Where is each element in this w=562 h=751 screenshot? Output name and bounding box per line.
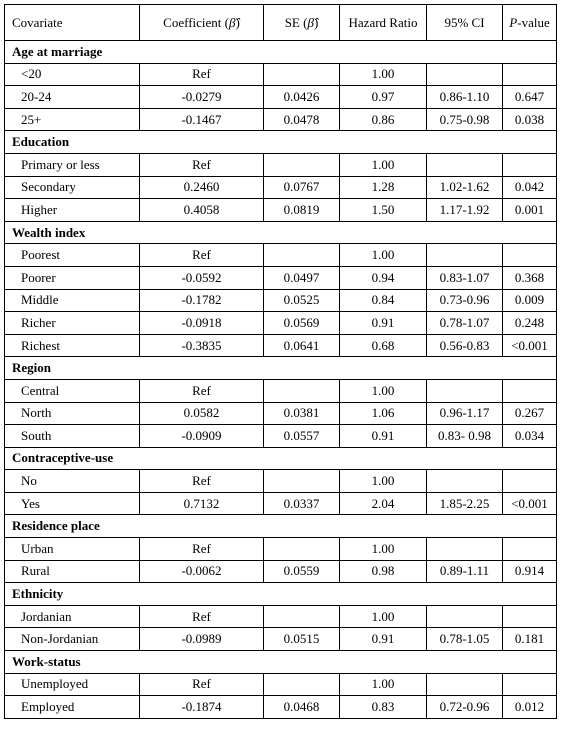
cell-se	[264, 244, 340, 267]
cell-p-value	[503, 379, 557, 402]
cell-coefficient: -0.1782	[140, 289, 264, 312]
table-body	[5, 41, 557, 719]
cell-coefficient: -0.1874	[140, 696, 264, 719]
beta-symbol: β̂	[229, 14, 236, 30]
cell-se: 0.0478	[264, 108, 340, 131]
section-header-row	[5, 583, 557, 606]
cell-coefficient: -0.1467	[140, 108, 264, 131]
cell-se	[264, 379, 340, 402]
cell-ci: 1.85-2.25	[427, 492, 503, 515]
cell-se: 0.0819	[264, 199, 340, 222]
cell-p-value	[503, 153, 557, 176]
cell-label: Central	[5, 379, 140, 402]
cell-p-value: 0.012	[503, 696, 557, 719]
cell-se: 0.0557	[264, 425, 340, 448]
cell-ci: 0.96-1.17	[427, 402, 503, 425]
cell-ci: 0.72-0.96	[427, 696, 503, 719]
section-header-row	[5, 221, 557, 244]
cell-se: 0.0515	[264, 628, 340, 651]
cell-label: Secondary	[5, 176, 140, 199]
cell-hazard-ratio: 1.50	[340, 199, 427, 222]
table-row	[5, 425, 557, 448]
cell-hazard-ratio: 0.94	[340, 266, 427, 289]
cell-p-value: 0.248	[503, 312, 557, 335]
cell-coefficient: Ref	[140, 153, 264, 176]
cell-hazard-ratio: 0.83	[340, 696, 427, 719]
table-row	[5, 199, 557, 222]
cell-se: 0.0426	[264, 86, 340, 109]
table-row	[5, 63, 557, 86]
cell-ci: 0.86-1.10	[427, 86, 503, 109]
cell-label: Employed	[5, 696, 140, 719]
header-coefficient-label: Coefficient	[163, 14, 222, 30]
table-row	[5, 153, 557, 176]
beta-symbol: β̂	[307, 14, 314, 30]
cell-label: South	[5, 425, 140, 448]
cell-se	[264, 153, 340, 176]
cell-p-value: 0.267	[503, 402, 557, 425]
table-row	[5, 176, 557, 199]
cell-coefficient: -0.0062	[140, 560, 264, 583]
cell-hazard-ratio: 0.97	[340, 86, 427, 109]
section-header-row	[5, 357, 557, 380]
cell-hazard-ratio: 0.68	[340, 334, 427, 357]
cell-label: Middle	[5, 289, 140, 312]
cell-coefficient: -0.0279	[140, 86, 264, 109]
cell-p-value: 0.009	[503, 289, 557, 312]
cell-hazard-ratio: 1.00	[340, 244, 427, 267]
cell-coefficient: Ref	[140, 673, 264, 696]
cell-se: 0.0381	[264, 402, 340, 425]
cell-label: Poorest	[5, 244, 140, 267]
cell-label: Urban	[5, 538, 140, 561]
section-header-row	[5, 447, 557, 470]
cell-coefficient: -0.3835	[140, 334, 264, 357]
cell-coefficient: Ref	[140, 63, 264, 86]
table-row	[5, 379, 557, 402]
cell-se: 0.0767	[264, 176, 340, 199]
cell-coefficient: 0.2460	[140, 176, 264, 199]
header-covariate: Covariate	[5, 5, 140, 41]
cell-se: 0.0468	[264, 696, 340, 719]
hazard-table	[4, 4, 557, 719]
table-row	[5, 244, 557, 267]
cell-p-value	[503, 470, 557, 493]
cell-se: 0.0569	[264, 312, 340, 335]
cell-coefficient: 0.4058	[140, 199, 264, 222]
section-title: Region	[5, 357, 557, 380]
cell-se: 0.0497	[264, 266, 340, 289]
section-title: Wealth index	[5, 221, 557, 244]
cell-hazard-ratio: 1.00	[340, 153, 427, 176]
cell-hazard-ratio: 0.84	[340, 289, 427, 312]
cell-ci: 1.17-1.92	[427, 199, 503, 222]
section-title: Age at marriage	[5, 41, 557, 64]
cell-ci	[427, 244, 503, 267]
cell-p-value: 0.181	[503, 628, 557, 651]
cell-hazard-ratio: 2.04	[340, 492, 427, 515]
cell-ci: 0.83-1.07	[427, 266, 503, 289]
table-row	[5, 402, 557, 425]
cell-se	[264, 470, 340, 493]
cell-ci: 0.89-1.11	[427, 560, 503, 583]
cell-ci: 0.75-0.98	[427, 108, 503, 131]
cell-label: 20-24	[5, 86, 140, 109]
header-coefficient: Coefficient (β̂)	[140, 5, 264, 41]
table-row	[5, 108, 557, 131]
table-row	[5, 696, 557, 719]
cell-coefficient: Ref	[140, 538, 264, 561]
cell-label: Primary or less	[5, 153, 140, 176]
cell-p-value: 0.001	[503, 199, 557, 222]
cell-ci	[427, 673, 503, 696]
cell-coefficient: 0.7132	[140, 492, 264, 515]
cell-se	[264, 605, 340, 628]
cell-label: Jordanian	[5, 605, 140, 628]
cell-ci: 0.73-0.96	[427, 289, 503, 312]
table-row	[5, 492, 557, 515]
cell-p-value	[503, 63, 557, 86]
cell-ci	[427, 605, 503, 628]
cell-se	[264, 63, 340, 86]
cell-coefficient: Ref	[140, 605, 264, 628]
cell-hazard-ratio: 1.06	[340, 402, 427, 425]
cell-ci: 1.02-1.62	[427, 176, 503, 199]
cell-label: North	[5, 402, 140, 425]
cell-coefficient: Ref	[140, 379, 264, 402]
table-row	[5, 266, 557, 289]
cell-se	[264, 673, 340, 696]
table-row	[5, 673, 557, 696]
cell-coefficient: 0.0582	[140, 402, 264, 425]
cell-label: No	[5, 470, 140, 493]
table-row	[5, 334, 557, 357]
section-title: Residence place	[5, 515, 557, 538]
section-header-row	[5, 515, 557, 538]
cell-p-value: 0.368	[503, 266, 557, 289]
cell-hazard-ratio: 0.91	[340, 628, 427, 651]
cell-ci	[427, 470, 503, 493]
table-row	[5, 289, 557, 312]
cell-hazard-ratio: 1.00	[340, 470, 427, 493]
table-row	[5, 312, 557, 335]
section-header-row	[5, 131, 557, 154]
header-ci: 95% CI	[427, 5, 503, 41]
cell-label: Poorer	[5, 266, 140, 289]
section-header-row	[5, 41, 557, 64]
cell-p-value	[503, 538, 557, 561]
cell-hazard-ratio: 1.00	[340, 379, 427, 402]
cell-ci: 0.56-0.83	[427, 334, 503, 357]
cell-p-value: 0.042	[503, 176, 557, 199]
cell-ci	[427, 153, 503, 176]
cell-label: Rural	[5, 560, 140, 583]
cell-hazard-ratio: 0.98	[340, 560, 427, 583]
cell-p-value: 0.914	[503, 560, 557, 583]
cell-coefficient: Ref	[140, 470, 264, 493]
cell-hazard-ratio: 1.28	[340, 176, 427, 199]
header-p-value	[503, 5, 557, 41]
cell-coefficient: -0.0909	[140, 425, 264, 448]
cell-label: Unemployed	[5, 673, 140, 696]
header-p-letter: P	[509, 14, 518, 30]
cell-hazard-ratio: 1.00	[340, 673, 427, 696]
header-hazard-ratio: Hazard Ratio	[340, 5, 427, 41]
cell-label: Higher	[5, 199, 140, 222]
cell-p-value: <0.001	[503, 334, 557, 357]
header-p-suffix: -value	[517, 14, 550, 30]
table-row	[5, 86, 557, 109]
cell-coefficient: -0.0918	[140, 312, 264, 335]
table-row	[5, 628, 557, 651]
cell-se: 0.0525	[264, 289, 340, 312]
section-title: Work-status	[5, 651, 557, 674]
cell-label: 25+	[5, 108, 140, 131]
cell-coefficient: -0.0592	[140, 266, 264, 289]
header-se: SE (β̂)	[264, 5, 340, 41]
cell-hazard-ratio: 0.91	[340, 425, 427, 448]
cell-label: Richer	[5, 312, 140, 335]
cell-ci: 0.78-1.07	[427, 312, 503, 335]
table-row	[5, 538, 557, 561]
cell-p-value: <0.001	[503, 492, 557, 515]
section-title: Education	[5, 131, 557, 154]
cell-se	[264, 538, 340, 561]
cell-p-value	[503, 673, 557, 696]
cell-se: 0.0641	[264, 334, 340, 357]
cell-ci	[427, 63, 503, 86]
cell-hazard-ratio: 1.00	[340, 605, 427, 628]
section-title: Ethnicity	[5, 583, 557, 606]
cell-label: <20	[5, 63, 140, 86]
cell-label: Non-Jordanian	[5, 628, 140, 651]
cell-se: 0.0559	[264, 560, 340, 583]
cell-ci	[427, 379, 503, 402]
cell-hazard-ratio: 1.00	[340, 63, 427, 86]
section-title: Contraceptive-use	[5, 447, 557, 470]
header-se-label: SE	[284, 14, 300, 30]
cell-ci	[427, 538, 503, 561]
cell-hazard-ratio: 1.00	[340, 538, 427, 561]
cell-p-value: 0.038	[503, 108, 557, 131]
cell-p-value: 0.034	[503, 425, 557, 448]
cell-hazard-ratio: 0.91	[340, 312, 427, 335]
cell-coefficient: -0.0989	[140, 628, 264, 651]
table-row	[5, 470, 557, 493]
cell-coefficient: Ref	[140, 244, 264, 267]
cell-p-value: 0.647	[503, 86, 557, 109]
cell-hazard-ratio: 0.86	[340, 108, 427, 131]
table-row	[5, 605, 557, 628]
cell-se: 0.0337	[264, 492, 340, 515]
cell-ci: 0.83- 0.98	[427, 425, 503, 448]
cell-ci: 0.78-1.05	[427, 628, 503, 651]
section-header-row	[5, 651, 557, 674]
table-row	[5, 560, 557, 583]
cell-p-value	[503, 605, 557, 628]
cell-p-value	[503, 244, 557, 267]
cell-label: Yes	[5, 492, 140, 515]
cell-label: Richest	[5, 334, 140, 357]
header-row	[5, 5, 557, 41]
